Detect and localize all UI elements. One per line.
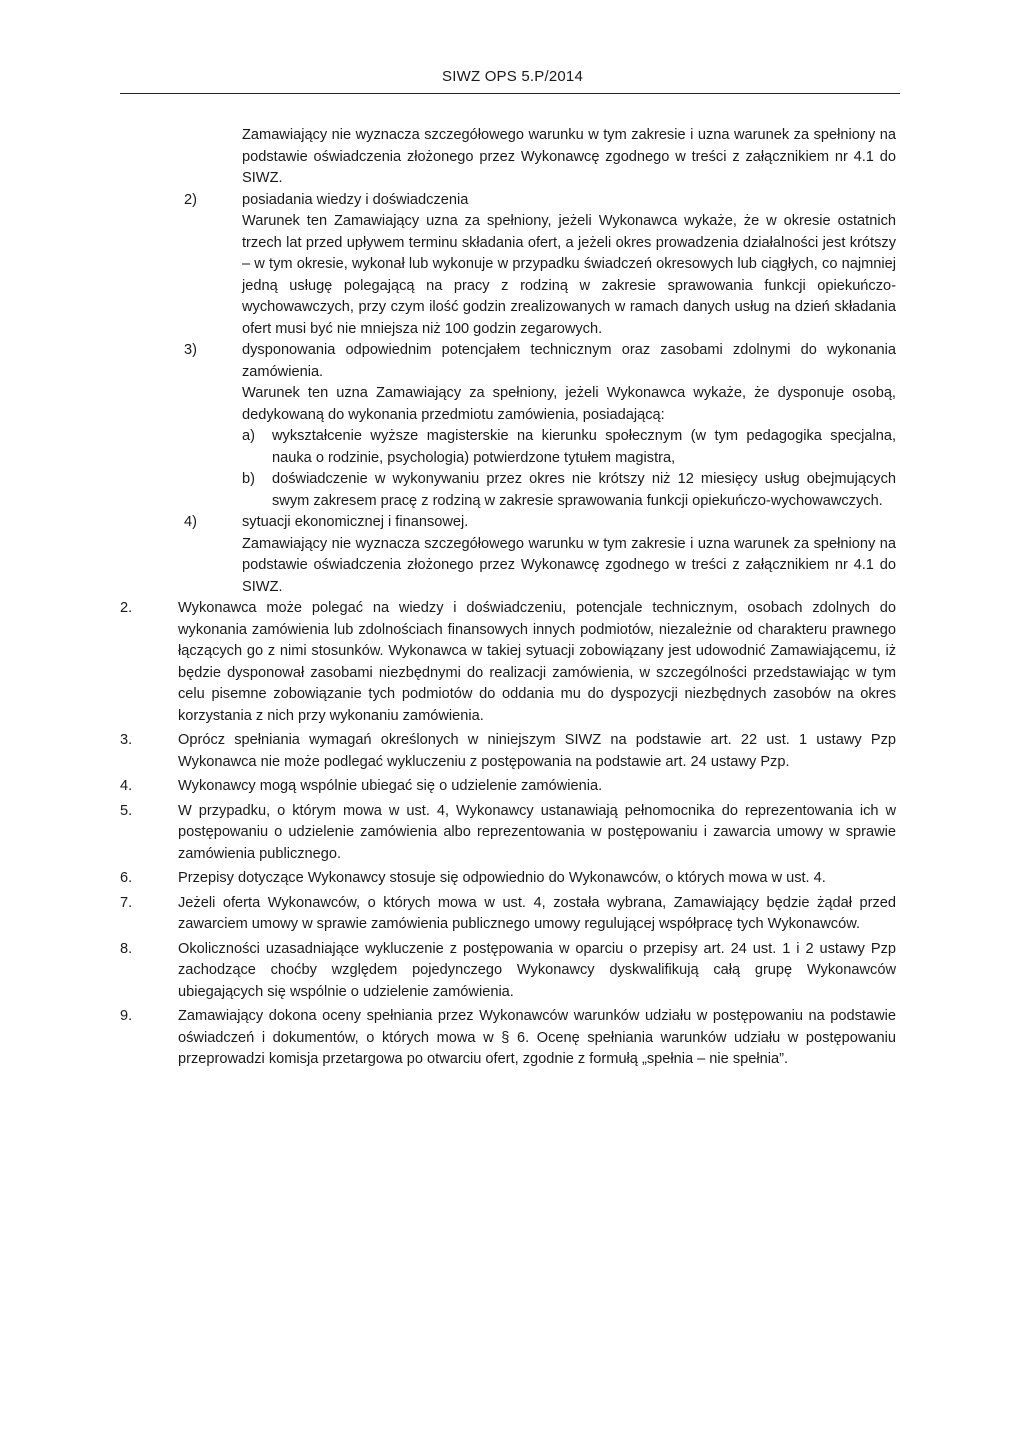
document-header: SIWZ OPS 5.P/2014 [442,68,583,85]
section-text: Oprócz spełniania wymagań określonych w niniejszym SIWZ na podstawie art. 22 ust. 1 ustawy Pzp Wykonawca nie może podlegać wykluczeniu z postępowania na podstawie art. 24 ustawy Pzp. [178,732,896,770]
condition-item-3 [184,340,896,426]
section-item-7 [120,893,896,936]
section-item-8 [120,939,896,1004]
condition-body: Warunek ten Zamawiający uzna za spełniony, jeżeli Wykonawca wykaże, że w okresie ostatnich trzech lat przed upływem terminu składania ofert, a jeżeli okres prowadzenia działalności jest krótszy – w tym okresie, wykonał lub wykonuje w przypadku świadczeń okresowych lub ciągłych, co najmniej jedną usługę polegającą na pracy z rodziną w zakresie sprawowania funkcji opiekuńczo-wychowawczych, przy czym ilość godzin zrealizowanych w ramach danych usług na dzień składania ofert musi być nie mniejsza niż 100 godzin zegarowych. [242,213,896,337]
condition-number: 3) [184,342,197,358]
section-text: Jeżeli oferta Wykonawców, o których mowa w ust. 4, została wybrana, Zamawiający będzie żądał przed zawarciem umowy w sprawie zamówienia publicznego umowy regulującej współpracę tych Wykonawców. [178,894,896,932]
section-item-4 [120,776,896,798]
section-item-9 [120,1006,896,1071]
section-number: 8. [120,940,133,957]
section-number: 3. [120,732,133,748]
section-item-6 [120,868,896,890]
section-number: 4. [120,778,133,794]
section-text: Przepisy dotyczące Wykonawcy stosuje się odpowiednio do Wykonawców, o których mowa w ust. 4. [178,870,826,886]
condition-body: Zamawiający nie wyznacza szczegółowego warunku w tym zakresie i uzna warunek za spełniony na podstawie oświadczenia złożonego przez Wykonawcę zgodnego w treści z załącznikiem nr 4.1 do SIWZ. [242,535,896,595]
section-number: 2. [120,600,133,616]
document-body [0,125,1024,1071]
requirement-text: doświadczenie w wykonywaniu przez okres nie krótszy niż 12 miesięcy usług obejmujących swym zakresem pracę z rodziną w zakresie sprawowania funkcji opiekuńczo-wychowawczych. [272,471,896,509]
section-number: 6. [120,870,133,886]
intro-paragraph: Zamawiający nie wyznacza szczegółowego warunku w tym zakresie i uzna warunek za spełniony na podstawie oświadczenia złożonego przez Wykonawcę zgodnego w treści z załącznikiem nr 4.1 do SIWZ. [242,127,896,186]
requirement-b [242,469,896,512]
section-number: 5. [120,802,133,819]
section-text: W przypadku, o którym mowa w ust. 4, Wykonawcy ustanawiają pełnomocnika do reprezentowania ich w postępowaniu o udzielenie zamówienia albo reprezentowania w postępowaniu i zawarcia umowy w sprawie zamówienia publicznego. [178,802,896,862]
condition-number: 2) [184,191,197,208]
section-item-2 [120,598,896,727]
condition-item-4 [184,512,896,598]
section-item-3 [120,730,896,773]
condition-body: Warunek ten uzna Zamawiający za spełniony, jeżeli Wykonawca wykaże, że dysponuje osobą, dedykowaną do wykonania przedmiotu zamówienia, posiadającą: [242,385,896,423]
requirement-text: wykształcenie wyższe magisterskie na kierunku społecznym (w tym pedagogika specjalna, nauka o rodzinie, psychologia) potwierdzone tytułem magistra, [272,428,896,466]
header-rule [120,93,900,94]
condition-title: posiadania wiedzy i doświadczenia [242,191,469,208]
condition-number: 4) [184,514,197,530]
condition-title: dysponowania odpowiednim potencjałem technicznym oraz zasobami zdolnymi do wykonania zamówienia. [242,342,896,380]
section-text: Wykonawca może polegać na wiedzy i doświadczeniu, potencjale technicznym, osobach zdolnych do wykonania zamówienia lub zdolnościach finansowych innych podmiotów, niezależnie od charakteru prawnego łączących go z nimi stosunków. Wykonawca w takiej sytuacji zobowiązany jest udowodnić Zamawiającemu, iż będzie dysponował zasobami niezbędnymi do realizacji zamówienia, w szczególności przedstawiając w tym celu pisemne zobowiązanie tych podmiotów do oddania mu do dyspozycji niezbędnych zasobów na okres korzystania z nich przy wykonaniu zamówienia. [178,600,896,724]
requirement-a [242,426,896,469]
section-item-5 [120,801,896,866]
condition-item-2 [184,190,896,341]
section-number: 9. [120,1008,133,1024]
section-text: Zamawiający dokona oceny spełniania przez Wykonawców warunków udziału w postępowaniu na podstawie oświadczeń i dokumentów, o których mowa w § 6. Ocenę spełniania warunków udziału w postępowaniu przeprowadzi komisja przetargowa po otwarciu ofert, zgodnie z formułą „spełnia – nie spełnia”. [178,1008,896,1067]
requirement-letter: b) [242,471,255,487]
section-text: Okoliczności uzasadniające wykluczenie z postępowania w oparciu o przepisy art. 24 ust. 1 i 2 ustawy Pzp zachodzące choćby względem pojedynczego Wykonawcy dyskwalifikują całą grupę Wykonawców ubiegających się wspólnie o udzielenie zamówienia. [178,940,896,1000]
requirement-letter: a) [242,428,255,444]
section-text: Wykonawcy mogą wspólnie ubiegać się o udzielenie zamówienia. [178,778,603,794]
condition-title: sytuacji ekonomicznej i finansowej. [242,514,469,530]
section-number: 7. [120,894,133,911]
